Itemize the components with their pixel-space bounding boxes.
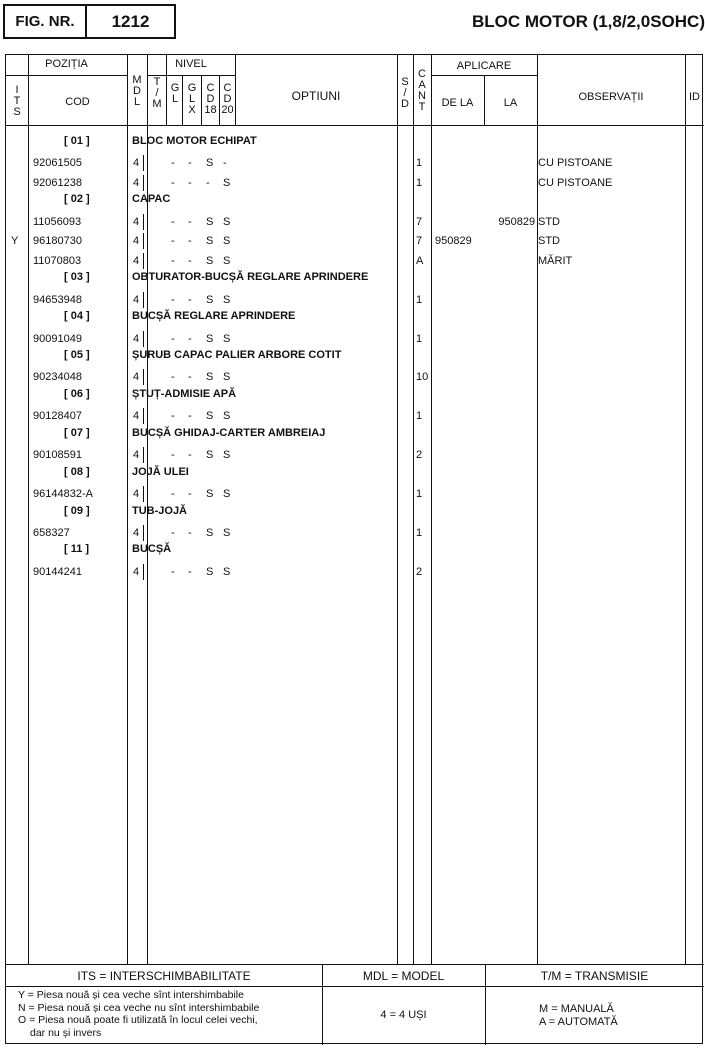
- legend-its-line: Y = Piesa nouă și cea veche sînt intershimbabile: [18, 989, 244, 1001]
- position-number: [ 06 ]: [64, 387, 90, 400]
- position-number: [ 01 ]: [64, 135, 90, 147]
- cell-mdl: 4: [133, 488, 140, 501]
- cell-cant: 7: [416, 215, 423, 228]
- cell-gl: -: [171, 332, 175, 345]
- cell-cd20: -: [223, 157, 227, 170]
- cell-gl: -: [171, 235, 175, 248]
- row-line: [6, 75, 127, 76]
- mdl-separator: [143, 525, 144, 541]
- cell-glx: -: [188, 176, 192, 189]
- legend-tm-text: [539, 1003, 618, 1029]
- col-header-pozitia: POZIȚIA: [45, 58, 88, 70]
- cell-cant: 10: [416, 371, 429, 384]
- parts-table: [5, 54, 703, 1044]
- mdl-separator: [143, 408, 144, 424]
- cell-la: 950829: [498, 215, 536, 228]
- col-header-optiuni: OPTIUNI: [291, 89, 341, 103]
- col-header-sd: S / D: [401, 76, 409, 110]
- cell-cant: 2: [416, 565, 423, 578]
- cell-gl: -: [171, 371, 175, 384]
- cell-mdl: 4: [133, 371, 140, 384]
- cell-cod: 658327: [33, 527, 70, 539]
- cell-cd20: S: [223, 527, 231, 539]
- cell-mdl: 4: [133, 157, 140, 170]
- cell-cd18: S: [206, 332, 214, 345]
- row-line: [147, 75, 235, 76]
- cell-cod: 90128407: [33, 410, 82, 423]
- group-name: BUCȘĂ REGLARE APRINDERE: [132, 310, 296, 323]
- cell-gl: -: [171, 254, 175, 267]
- cell-cant: 1: [416, 293, 423, 306]
- col-line: [127, 55, 128, 964]
- cell-glx: -: [188, 293, 192, 306]
- position-number: [ 04 ]: [64, 310, 90, 323]
- cell-cd18: S: [206, 235, 214, 248]
- cell-obs: CU PISTOANE: [538, 176, 613, 189]
- row-line: [431, 75, 537, 76]
- cell-gl: -: [171, 449, 175, 462]
- cell-mdl: 4: [133, 449, 140, 462]
- position-number: [ 09 ]: [64, 504, 90, 517]
- mdl-separator: [143, 233, 144, 249]
- cell-glx: -: [188, 488, 192, 501]
- cell-cd20: S: [223, 371, 231, 384]
- cell-cod: 92061238: [33, 176, 82, 189]
- cell-mdl: 4: [133, 176, 140, 189]
- cell-cant: 1: [416, 176, 423, 189]
- group-name: JOJĂ ULEI: [132, 465, 189, 478]
- col-header-id: ID: [689, 91, 700, 103]
- cell-mdl: 4: [133, 565, 140, 578]
- cell-cd20: S: [223, 449, 231, 462]
- col-header-cd20: C D 20: [221, 82, 234, 116]
- cell-cod: 90108591: [33, 449, 82, 462]
- group-name: CAPAC: [132, 193, 171, 206]
- cell-cod: 96144832-A: [33, 488, 93, 501]
- mdl-separator: [143, 175, 144, 191]
- position-number: [ 05 ]: [64, 348, 90, 361]
- group-name: BUCȘĂ GHIDAJ-CARTER AMBREIAJ: [132, 426, 326, 439]
- col-header-cd18: C D 18: [204, 82, 217, 116]
- col-line: [537, 55, 538, 964]
- cell-cd20: S: [223, 488, 231, 501]
- cell-cant: A: [416, 254, 424, 267]
- cell-gl: -: [171, 565, 175, 578]
- cell-cd18: S: [206, 371, 214, 384]
- mdl-separator: [143, 447, 144, 463]
- cell-cod: 94653948: [33, 293, 82, 306]
- cell-glx: -: [188, 410, 192, 423]
- cell-cd18: S: [206, 157, 214, 170]
- cell-cod: 92061505: [33, 157, 82, 170]
- cell-glx: -: [188, 449, 192, 462]
- cell-glx: -: [188, 332, 192, 345]
- cell-gl: -: [171, 215, 175, 228]
- legend-its-line: dar nu și invers: [30, 1026, 102, 1039]
- position-number: [ 11 ]: [64, 543, 90, 556]
- cell-glx: -: [188, 254, 192, 267]
- cell-cod: 90144241: [33, 565, 82, 578]
- cell-gl: -: [171, 488, 175, 501]
- legend-its-line: O = Piesa nouă poate fi utilizată în locul celei vechi,: [18, 1014, 258, 1026]
- legend-divider: [6, 986, 704, 987]
- col-header-cant: C A N T: [418, 68, 426, 113]
- row-line: [6, 125, 704, 126]
- col-header-gl: G L: [170, 82, 180, 105]
- cell-cd20: S: [223, 565, 231, 578]
- cell-cd18: S: [206, 215, 214, 228]
- col-header-tm: T / M: [152, 76, 162, 110]
- cell-cd20: S: [223, 332, 231, 345]
- legend-its-title: ITS = INTERSCHIMBABILITATE: [77, 969, 251, 983]
- col-line: [28, 55, 29, 964]
- cell-cod: 90091049: [33, 332, 82, 345]
- cell-cod: 90234048: [33, 371, 82, 384]
- cell-cd20: S: [223, 176, 231, 189]
- cell-cant: 1: [416, 488, 423, 501]
- group-name: TUB-JOJĂ: [132, 504, 188, 517]
- cell-mdl: 4: [133, 235, 140, 248]
- cell-cd18: S: [206, 293, 214, 306]
- cell-cd18: S: [206, 565, 214, 578]
- cell-cd20: S: [223, 235, 231, 248]
- cell-glx: -: [188, 527, 192, 539]
- mdl-separator: [143, 331, 144, 347]
- position-number: [ 03 ]: [64, 271, 90, 284]
- figure-label: FIG. NR.: [5, 6, 87, 37]
- mdl-separator: [143, 369, 144, 385]
- legend-tm-line: M = MANUALĂ: [539, 1003, 614, 1015]
- cell-gl: -: [171, 410, 175, 423]
- cell-glx: -: [188, 235, 192, 248]
- col-header-cod: COD: [65, 96, 90, 108]
- cell-cd20: S: [223, 410, 231, 423]
- group-name: ȘURUB CAPAC PALIER ARBORE COTIT: [132, 348, 342, 361]
- cell-obs: MĂRIT: [538, 254, 573, 267]
- col-header-observatii: OBSERVAȚII: [578, 91, 644, 103]
- cell-gl: -: [171, 176, 175, 189]
- cell-its: Y: [11, 235, 19, 248]
- cell-cant: 2: [416, 449, 423, 462]
- legend-its-line: N = Piesa nouă și cea veche nu sînt intershimbabile: [18, 1001, 260, 1014]
- cell-obs: CU PISTOANE: [538, 157, 613, 170]
- col-header-mdl: M D L: [132, 74, 142, 108]
- cell-cod: 11056093: [33, 215, 82, 228]
- cell-mdl: 4: [133, 410, 140, 423]
- cell-cant: 1: [416, 157, 423, 170]
- col-line: [685, 55, 686, 964]
- cell-cant: 1: [416, 332, 423, 345]
- cell-cd20: S: [223, 293, 231, 306]
- position-number: [ 07 ]: [64, 426, 90, 439]
- cell-cant: 1: [416, 410, 423, 423]
- cell-mdl: 4: [133, 215, 140, 228]
- cell-dela: 950829: [435, 235, 472, 248]
- legend-tm-title: T/M = TRANSMISIE: [540, 969, 649, 983]
- col-header-its: I T S: [13, 84, 21, 118]
- cell-cant: 1: [416, 527, 423, 539]
- row-line: [6, 964, 704, 965]
- col-header-glx: G L X: [187, 82, 197, 116]
- group-name: BLOC MOTOR ECHIPAT: [132, 135, 257, 147]
- mdl-separator: [143, 155, 144, 171]
- group-name: BUCȘĂ: [132, 543, 172, 556]
- cell-cd18: S: [206, 410, 214, 423]
- cell-glx: -: [188, 157, 192, 170]
- col-line: [413, 55, 414, 964]
- col-line: [397, 55, 398, 964]
- page-title: BLOC MOTOR (1,8/2,0SOHC): [472, 12, 705, 31]
- cell-gl: -: [171, 527, 175, 539]
- mdl-separator: [143, 292, 144, 308]
- cell-cod: 11070803: [33, 254, 82, 267]
- mdl-separator: [143, 214, 144, 230]
- cell-mdl: 4: [133, 293, 140, 306]
- mdl-separator: [143, 253, 144, 269]
- cell-cd18: S: [206, 254, 214, 267]
- legend-mdl-title: MDL = MODEL: [362, 969, 445, 983]
- cell-glx: -: [188, 565, 192, 578]
- cell-cd20: S: [223, 215, 231, 228]
- figure-number-box: [3, 4, 176, 39]
- cell-cd18: S: [206, 527, 214, 539]
- mdl-separator: [143, 486, 144, 502]
- group-name: OBTURATOR-BUCȘĂ REGLARE APRINDERE: [132, 271, 369, 284]
- cell-cd18: S: [206, 449, 214, 462]
- col-header-dela: DE LA: [441, 97, 474, 109]
- cell-obs: STD: [538, 235, 560, 248]
- mdl-separator: [143, 564, 144, 580]
- cell-mdl: 4: [133, 332, 140, 345]
- cell-glx: -: [188, 371, 192, 384]
- col-header-nivel: NIVEL: [175, 58, 207, 70]
- col-header-la: LA: [503, 97, 518, 109]
- cell-gl: -: [171, 157, 175, 170]
- cell-glx: -: [188, 215, 192, 228]
- figure-number: 1212: [111, 11, 150, 31]
- col-line: [431, 55, 432, 964]
- cell-mdl: 4: [133, 527, 140, 539]
- cell-gl: -: [171, 293, 175, 306]
- position-number: [ 08 ]: [64, 465, 90, 478]
- group-name: ȘTUȚ-ADMISIE APĂ: [132, 387, 237, 400]
- col-header-aplicare: APLICARE: [456, 60, 512, 72]
- legend-its-text: [18, 989, 259, 1039]
- cell-cd18: -: [206, 176, 210, 189]
- cell-cd20: S: [223, 254, 231, 267]
- legend-tm-line: A = AUTOMATĂ: [539, 1016, 618, 1028]
- cell-cd18: S: [206, 488, 214, 501]
- cell-cod: 96180730: [33, 235, 82, 248]
- position-number: [ 02 ]: [64, 193, 90, 206]
- cell-obs: STD: [538, 215, 560, 228]
- cell-mdl: 4: [133, 254, 140, 267]
- legend-mdl-text: 4 = 4 UȘI: [380, 1009, 427, 1021]
- cell-cant: 7: [416, 235, 423, 248]
